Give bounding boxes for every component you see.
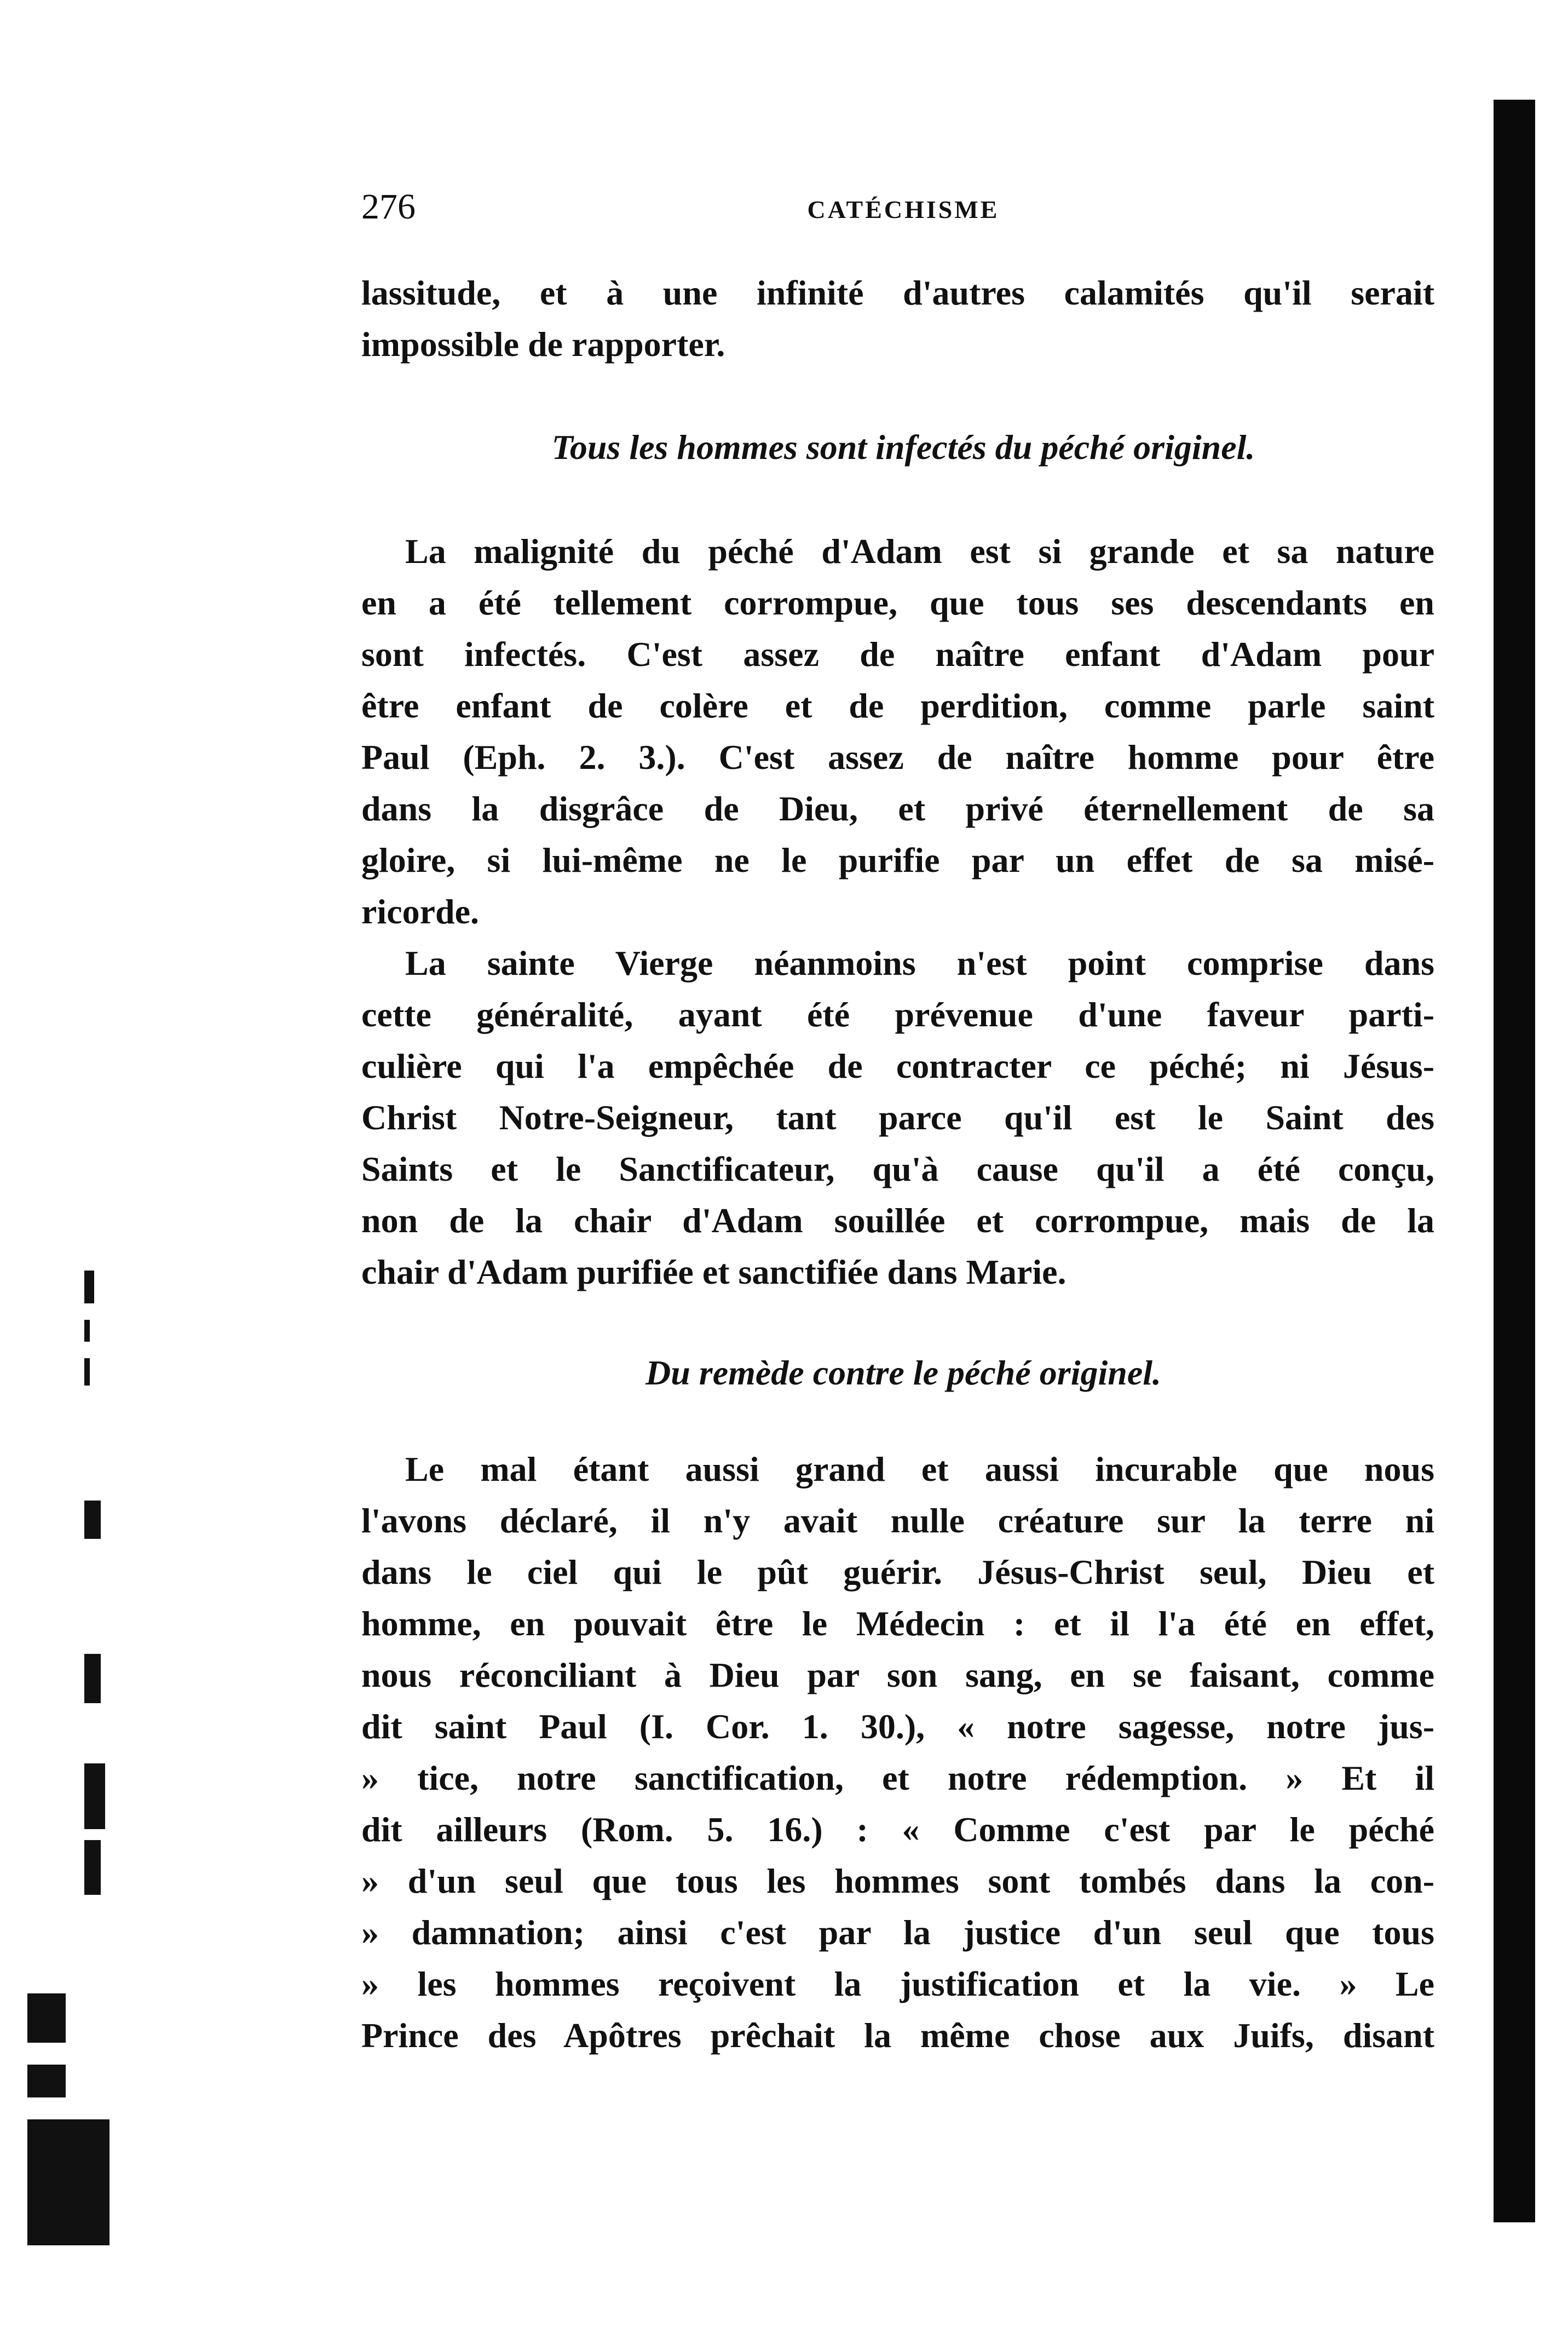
text-line: La sainte Vierge néanmoins n'est point comprise dans	[405, 944, 1434, 982]
text-line: gloire, si lui-même ne le purifie par un effet de sa misé-	[361, 841, 1434, 880]
text-line: dans le ciel qui le pût guérir. Jésus-Christ seul, Dieu et	[361, 1553, 1434, 1591]
paragraph-remedy	[361, 1444, 1434, 2061]
text-line: en a été tellement corrompue, que tous ses descendants en	[361, 583, 1434, 622]
text-line: nous réconciliant à Dieu par son sang, en se faisant, comme	[361, 1656, 1434, 1694]
text-line: » d'un seul que tous les hommes sont tombés dans la con-	[361, 1861, 1434, 1900]
text-line: La malignité du péché d'Adam est si grande et sa nature	[405, 532, 1434, 571]
text-line: sont infectés. C'est assez de naître enfant d'Adam pour	[361, 635, 1434, 674]
text-line: dans la disgrâce de Dieu, et privé éternellement de sa	[361, 789, 1434, 828]
page-number: 276	[361, 187, 416, 227]
text-line: dit saint Paul (I. Cor. 1. 30.), « notre sagesse, notre jus-	[361, 1707, 1434, 1746]
paragraph-malignity	[361, 526, 1434, 938]
section-heading-remedy: Du remède contre le péché originel.	[645, 1353, 1162, 1392]
text-line: non de la chair d'Adam souillée et corrompue, mais de la	[361, 1201, 1434, 1240]
margin-scan-marks	[16, 1227, 115, 2251]
running-title: CATÉCHISME	[807, 196, 1000, 223]
text-line: impossible de rapporter.	[361, 325, 725, 364]
text-line: dit ailleurs (Rom. 5. 16.) : « Comme c'est par le péché	[361, 1810, 1434, 1849]
text-line: Prince des Apôtres prêchait la même chose aux Juifs, disant	[361, 2016, 1434, 2055]
text-line: » tice, notre sanctification, et notre rédemption. » Et il	[361, 1758, 1434, 1797]
text-line: » damnation; ainsi c'est par la justice d'un seul que tous	[361, 1913, 1434, 1952]
paragraph-continuation	[361, 267, 1434, 370]
text-line: lassitude, et à une infinité d'autres calamités qu'il serait	[361, 273, 1434, 312]
paragraph-virgin	[361, 938, 1434, 1298]
text-line: l'avons déclaré, il n'y avait nulle créature sur la terre ni	[361, 1501, 1434, 1540]
page-header	[361, 186, 1445, 235]
text-line: homme, en pouvait être le Médecin : et il l'a été en effet,	[361, 1604, 1434, 1643]
text-line: chair d'Adam purifiée et sanctifiée dans Marie.	[361, 1252, 1067, 1291]
text-line: Paul (Eph. 2. 3.). C'est assez de naître homme pour être	[361, 738, 1434, 777]
text-line: ricorde.	[361, 892, 479, 931]
text-line: être enfant de colère et de perdition, comme parle saint	[361, 686, 1434, 725]
text-line: culière qui l'a empêchée de contracter ce péché; ni Jésus-	[361, 1047, 1434, 1085]
text-line: Le mal étant aussi grand et aussi incurable que nous	[405, 1450, 1434, 1488]
text-line: Christ Notre-Seigneur, tant parce qu'il est le Saint des	[361, 1098, 1434, 1137]
text-line: cette généralité, ayant été prévenue d'une faveur parti-	[361, 995, 1434, 1034]
page-edge-shadow	[1494, 100, 1535, 2222]
text-line: » les hommes reçoivent la justification et la vie. » Le	[361, 1964, 1434, 2003]
text-line: Saints et le Sanctificateur, qu'à cause qu'il a été conçu,	[361, 1149, 1434, 1188]
section-heading-original-sin: Tous les hommes sont infectés du péché originel.	[551, 428, 1255, 467]
